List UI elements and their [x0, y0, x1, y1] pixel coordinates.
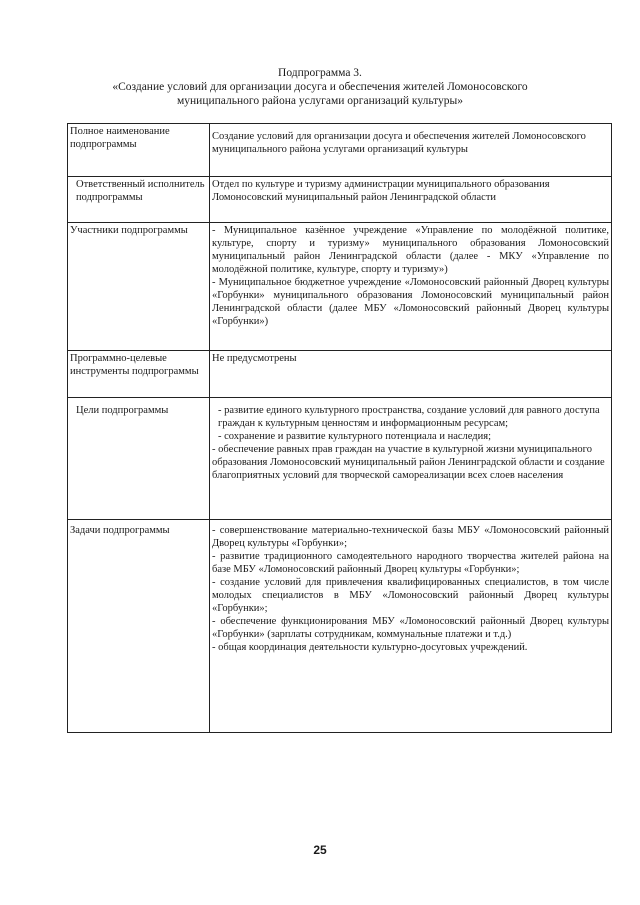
row-label: Участники подпрограммы [68, 223, 210, 351]
row-label: Цели подпрограммы [68, 398, 210, 520]
content-paragraph: Создание условий для организации досуга и обеспечения жителей Ломоносовского муниципального района услугами организаций культуры [212, 131, 586, 155]
row-content [210, 124, 612, 177]
row-content [210, 223, 612, 351]
content-paragraph: - сохранение и развитие культурного потенциала и наследия; [218, 431, 491, 442]
row-label: Ответственный исполнитель подпрограммы [68, 177, 210, 223]
table-row [68, 520, 612, 733]
content-paragraph: - развитие единого культурного пространства, создание условий для равного доступа граждан к культурным ценностям и информационным ресурсам; [218, 405, 600, 429]
row-content [210, 177, 612, 223]
subprogram-passport-table [67, 123, 612, 733]
table-row [68, 177, 612, 223]
table-row [68, 223, 612, 351]
content-paragraph: - создание условий для привлечения квалифицированных специалистов, в том числе молодых специалистов в МБУ «Ломоносовский районный Дворец культуры «Горбунки»; [212, 577, 609, 614]
row-label: Полное наименование подпрограммы [68, 124, 210, 177]
content-paragraph: - обеспечение равных прав граждан на участие в культурной жизни муниципального образования Ломоносовский муниципальный район Ленинградской области и создание благоприятных условий для творческой самореализации всех слоев населения [212, 444, 605, 481]
table-row [68, 351, 612, 398]
content-paragraph: - развитие традиционного самодеятельного народного творчества жителей района на базе МБУ «Ломоносовский районный Дворец культуры «Горбунки»; [212, 551, 609, 575]
row-label: Задачи подпрограммы [68, 520, 210, 733]
content-paragraph: Отдел по культуре и туризму администрации муниципального образования Ломоносовский муниципальный район Ленинградской области [212, 179, 550, 203]
title-line-1: Подпрограмма 3. [278, 67, 362, 79]
table-row [68, 398, 612, 520]
content-paragraph: - Муниципальное бюджетное учреждение «Ломоносовский районный Дворец культуры «Горбунки» муниципального образования Ломоносовский муниципальный район Ленинградской области (далее МБУ «Ломоносовский районный Дворец культуры «Горбунки») [212, 277, 609, 327]
row-content [210, 398, 612, 520]
row-label: Программно-целевые инструменты подпрограммы [68, 351, 210, 398]
table-row [68, 124, 612, 177]
row-content [210, 520, 612, 733]
page-number: 25 [313, 843, 327, 857]
content-paragraph: - общая координация деятельности культурно-досуговых учреждений. [212, 642, 528, 653]
title-line-2: «Создание условий для организации досуга и обеспечения жителей Ломоносовского муниципального района услугами организаций культуры» [112, 81, 528, 107]
row-content [210, 351, 612, 398]
content-paragraph: - обеспечение функционирования МБУ «Ломоносовский районный Дворец культуры «Горбунки» (зарплаты сотрудникам, коммунальные платежи и т.д.) [212, 616, 609, 640]
content-paragraph: - совершенствование материально-технической базы МБУ «Ломоносовский районный Дворец культуры «Горбунки»; [212, 525, 609, 549]
page-title [0, 66, 640, 108]
content-paragraph: - Муниципальное казённое учреждение «Управление по молодёжной политике, культуре, спорту и туризму» муниципального образования Ломоносовский муниципальный район Ленинградской области (далее - МКУ «Управление по молодёжной политике, культуре, спорту и туризму») [212, 225, 609, 275]
content-paragraph: Не предусмотрены [212, 353, 297, 364]
